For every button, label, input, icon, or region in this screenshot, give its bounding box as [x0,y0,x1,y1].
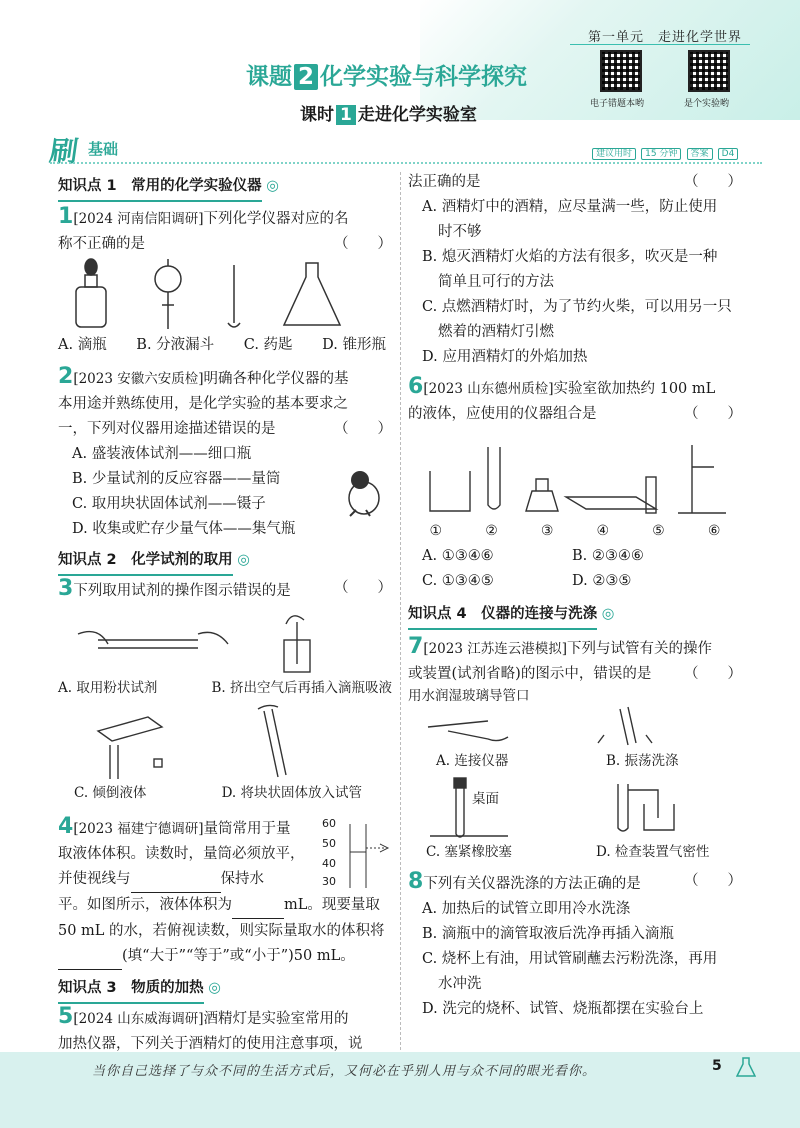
column-divider [400,172,401,1050]
option-b[interactable]: B. 熄灭酒精灯火焰的方法有很多，吹灭是一种 [422,249,718,265]
question-text: 下列取用试剂的操作图示错误的是 [73,583,291,599]
lesson-number: 1 [336,105,356,125]
qr-code-1[interactable] [600,50,642,92]
target-icon: ◎ [237,552,250,568]
question-text: mL。现要量取 [284,897,380,913]
question-number: 3 [58,576,74,601]
connect-tube-icon [428,721,508,741]
qr-icon [600,50,642,92]
caption-d[interactable]: D. 检查装置气密性 [596,844,710,860]
question-number: 2 [58,364,74,389]
knowledge-point-2 [58,548,392,576]
wire-gauze-icon [566,497,656,509]
option-c-cont: 燃着的酒精灯引燃 [438,324,554,340]
topic-prefix: 课题 [246,64,292,90]
question-source: [2024 山东威海调研] [73,1011,204,1027]
conical-flask-icon [284,263,340,325]
question-number: 7 [408,634,424,659]
knowledge-point-3 [58,976,392,1004]
question-text: 量筒常用于量 [203,821,291,837]
question-text: 保持水 [220,871,264,887]
question-text: 酒精灯是实验室常用的 [203,1011,349,1027]
fill-blank-2[interactable] [232,893,284,919]
lesson-prefix: 课时 [300,105,334,125]
question-text: 下列有关仪器洗涤的方法正确的是 [423,876,641,892]
target-icon: ◎ [208,980,221,996]
stopper-tube-icon [456,786,464,837]
section-title: 刷 [47,135,81,168]
section-subtitle: 基础 [88,140,119,158]
kp-title: 知识点 2 化学试剂的取用 [58,548,233,576]
option-a-cont: 时不够 [438,224,482,240]
answer-bracket[interactable]: （ ） [684,666,742,682]
question-source: [2023 山东德州质检] [423,381,554,397]
option-c[interactable]: C. 烧杯上有油，用试管刷蘸去污粉洗涤，再用 [422,951,718,967]
question-6 [408,374,742,594]
qr-code-2[interactable] [688,50,730,92]
question-text: 下列与试管有关的操作 [567,641,712,657]
flask-icon [736,1056,756,1078]
option-a[interactable]: A. ①③④⑥ [422,548,494,564]
option-c[interactable]: C. ①③④⑤ [422,573,494,589]
reagent-bottle-icon [98,717,162,741]
question-number: 5 [58,1004,74,1029]
question-number: 1 [58,204,74,229]
tick-40: 40 [322,857,336,870]
option-d[interactable]: D. 收集或贮存少量气体——集气瓶 [72,521,296,537]
question-8 [408,869,742,1022]
label-3: ③ [540,523,554,539]
caption-a[interactable]: A. 连接仪器 [436,753,509,769]
mascot-duck-icon [330,460,386,520]
answer-bracket[interactable]: （ ） [334,421,392,437]
label-4: ④ [596,523,610,539]
question-text: 并使视线与 [58,871,131,887]
question-number: 4 [58,814,74,839]
option-c-cont: 水冲洗 [438,976,482,992]
option-b[interactable]: B. 少量试剂的反应容器——量筒 [72,471,281,487]
time-badge [592,141,738,160]
q3-figure-bottom [58,701,388,781]
lesson-title [300,100,477,125]
graduated-cylinder-figure [320,818,392,890]
kp-title: 知识点 3 物质的加热 [58,976,204,1004]
tilted-test-tube-icon [264,711,278,777]
separatory-funnel-icon [155,266,181,292]
question-number: 8 [408,869,424,894]
question-text: 一，下列对仪器用途描述错误的是 [58,421,276,437]
kp-title: 知识点 4 仪器的连接与洗涤 [408,602,597,630]
question-source: [2023 福建宁德调研] [73,821,204,837]
question-text: 平。如图所示，液体体积为 [58,897,232,913]
question-text: 法正确的是 [408,174,481,190]
topic-name: 化学实验与科学探究 [320,64,528,90]
question-text: 称不正确的是 [58,236,145,252]
answer-bracket[interactable]: （ ） [684,873,742,889]
label-2: ② [485,523,498,539]
answer-bracket[interactable]: （ ） [334,236,392,252]
test-tube-icon [488,447,500,509]
question-3 [58,576,392,806]
question-text: 加热仪器，下列关于酒精灯的使用注意事项，说 [58,1036,363,1052]
option-c[interactable]: C. 药匙 [243,337,293,353]
tick-50: 50 [322,837,336,850]
figure-note: 用水润湿玻璃导管口 [408,688,530,704]
question-text: 或装置(试剂省略)的图示中，错误的是 [408,666,652,682]
question-2 [58,364,392,542]
option-d[interactable]: D. 应用酒精灯的外焰加热 [422,349,588,365]
fill-blank-3[interactable] [58,944,122,970]
time-label: 建议用时 [592,148,636,160]
question-1 [58,204,392,358]
q1-figure [58,257,388,333]
label-5: ⑤ [652,523,665,539]
beaker-icon [430,471,470,511]
option-b-cont: 简单且可行的方法 [438,274,554,290]
target-icon: ◎ [266,178,279,194]
label-1: ① [429,523,443,539]
q7-figure-top [408,705,738,749]
lesson-name: 走进化学实验室 [357,105,477,125]
answer-label: 答案 [687,148,713,160]
option-d[interactable]: D. 锥形瓶 [322,337,386,353]
question-source: [2024 河南信阳调研] [73,211,204,227]
right-column [408,170,742,1022]
option-b[interactable]: B. 滴瓶中的滴管取液后洗净再插入滴瓶 [422,926,674,942]
page-number: 5 [712,1058,722,1074]
caption-b[interactable]: B. 挤出空气后再插入滴瓶吸液 [211,680,392,696]
caption-b[interactable]: B. 振荡洗涤 [606,753,679,769]
option-c[interactable]: C. 取用块状固体试剂——镊子 [72,496,266,512]
answer-bracket[interactable]: （ ） [684,174,742,190]
question-text: 明确各种化学仪器的基 [203,371,349,387]
dropper-bottle-icon [76,287,106,327]
question-text: 50 mL 的水，若俯视读数，则实际量取水的体积将 [58,923,385,939]
tick-60: 60 [322,817,336,830]
caption-c[interactable]: C. 倾倒液体 [74,785,147,801]
question-7 [408,634,742,865]
caption-d[interactable]: D. 将块状固体放入试管 [221,785,362,801]
option-a[interactable]: A. 滴瓶 [58,337,107,353]
question-5-cont [408,170,742,370]
knowledge-point-1 [58,174,392,202]
qr-icon [688,50,730,92]
shake-tube-icon [620,707,636,745]
q6-figure [408,427,738,519]
option-d[interactable]: D. ②③⑤ [572,573,632,589]
option-d[interactable]: D. 洗完的烧杯、试管、烧瓶都摆在实验台上 [422,1001,704,1017]
topic-title [246,58,527,91]
alcohol-lamp-icon [526,479,558,511]
section-rule [50,162,762,164]
question-text: 取液体体积。读数时，量筒必须放平， [58,846,305,862]
target-icon: ◎ [601,606,615,622]
question-text: 实验室欲加热约 100 mL [553,381,716,397]
caption-c[interactable]: C. 塞紧橡胶塞 [426,844,512,860]
question-text: 下列化学仪器对应的名 [203,211,349,227]
left-column [58,174,392,1057]
answer-bracket[interactable]: （ ） [334,580,392,596]
question-text: 的液体，应使用的仪器组合是 [408,406,597,422]
time-value: 15 分钟 [641,148,681,160]
question-4 [58,814,392,970]
option-a[interactable]: A. 盛装液体试剂——细口瓶 [72,446,252,462]
q7-figure-bottom [408,774,738,840]
option-a[interactable]: A. 酒精灯中的酒精，应尽量满一些，防止使用 [422,199,718,215]
option-c[interactable]: C. 点燃酒精灯时，为了节约火柴，可以用另一只 [422,299,732,315]
airtight-check-icon [618,784,628,831]
question-5-start [58,1004,392,1057]
footer-quote: 当你自己选择了与众不同的生活方式后，又何必在乎别人用与众不同的眼光看你。 [92,1064,597,1079]
topic-number: 2 [294,64,318,90]
question-text: 本用途并熟练使用，是化学实验的基本要求之 [58,396,348,412]
answer-page: D4 [718,148,739,160]
option-b[interactable]: B. 分液漏斗 [136,337,215,353]
knowledge-point-4 [408,602,742,630]
unit-label: 第一单元 走进化学世界 [588,30,743,45]
q3-figure-top [58,604,388,676]
answer-bracket[interactable]: （ ） [684,406,742,422]
option-a[interactable]: A. 加热后的试管立即用冷水洗涤 [422,901,631,917]
question-source: [2023 江苏连云港模拟] [423,641,567,657]
option-b[interactable]: B. ②③④⑥ [572,548,644,564]
desk-label: 桌面 [472,791,499,807]
fill-blank-1[interactable] [131,867,221,893]
label-6: ⑥ [707,523,721,539]
qr-label-2: 是个实验哟 [684,99,730,109]
question-source: [2023 安徽六安质检] [73,371,204,387]
question-text: (填“大于”“等于”或“小于”)50 mL。 [122,948,355,964]
question-number: 6 [408,374,424,399]
qr-label-1: 电子错题本哟 [590,99,645,109]
caption-a[interactable]: A. 取用粉状试剂 [58,680,158,696]
kp-title: 知识点 1 常用的化学实验仪器 [58,174,262,202]
tick-30: 30 [322,875,336,888]
unit-rule [570,44,750,45]
